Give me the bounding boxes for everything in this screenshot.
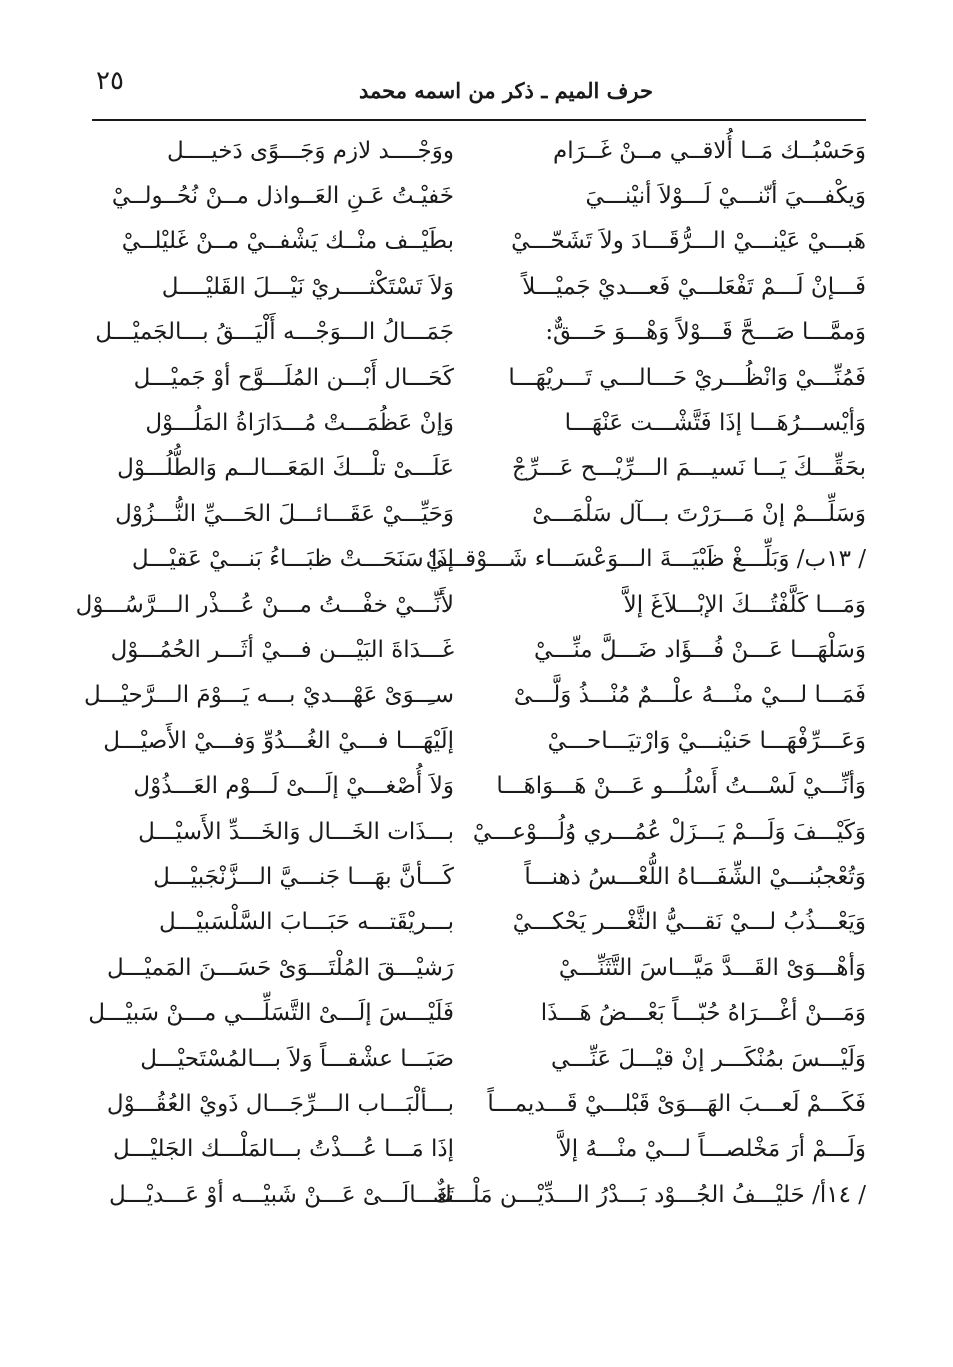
verse-first-hemistich: فَمَـــا لـــيْ منْـــهُ علْـــمٌ مُنْـــذُ وَلَّـــىْ [513,682,866,709]
verse [92,400,866,445]
verse-second-hemistich: بـــألْبَـــاب الـــرِّجَـــال ذَويْ العُقُـــوْل [106,1090,454,1117]
verse [92,173,866,218]
verse [92,1036,866,1081]
verse-second-hemistich: إذَا سَنَحَـــتْ ظبَـــاءُ بَنـــيْ عَقيْـــل [131,546,454,573]
verse [92,537,866,582]
verse-second-hemistich: بـــذَات الخَـــال وَالخَـــدِّ الأَسيْـــل [138,818,454,845]
verse-first-hemistich: / ١٤أ/ حَليْـــفُ الجُـــوْد بَـــدْرُ الـــدِّيْـــن مَلْـــكٌ [433,1181,866,1208]
verse-first-hemistich: وَيكْفـــيَ أنّنـــيْ لَـــوْلاَ أنيْنـــيَ [585,183,866,210]
verse-first-hemistich: فَكَـــمْ لَعـــبَ الهَـــوَىْ قَبْلـــيْ قَـــديمـــاً [487,1090,866,1117]
verse [92,945,866,990]
verse-second-hemistich: بـــريْقَتـــه حَبَـــابَ السَّلْسَبيْـــل [158,909,454,936]
verse-second-hemistich: سـِــوَىْ عَهْـــديْ بـــه يَـــوْمَ الـــرَّحيْـــل [83,682,454,709]
verse-first-hemistich: وَتُعْجبُنـــيْ الشِّفَـــاهُ اللُّعْـــسُ ذهنـــاً [524,863,866,890]
verse-second-hemistich: تَعَـــالَـــىْ عَـــنْ شَبيْـــه أوْ عَـــديْـــل [108,1181,454,1208]
page-number: ٢٥ [96,66,124,96]
verse-first-hemistich: وَيَعْـــذُبُ لـــيْ نَقـــيُّ الثَّغْـــر يَحْكـــيْ [512,909,866,936]
verse-first-hemistich: / ١٣ب/ وَبَلِّـــغْ ظَبْيَـــةَ الـــوَعْسَـــاء شَـــوْقـــيْ [425,546,866,573]
verse [92,128,866,173]
verse-second-hemistich: كَـــأنَّ بهَـــا جَنـــيَّ الـــزَّنْجَبيْـــل [153,863,454,890]
verse-second-hemistich: رَشيْـــقَ المُلْتَـــوَىْ حَسَـــنَ المَميْـــل [106,954,454,981]
verse [92,264,866,309]
verse [92,446,866,491]
verse-first-hemistich: وَمَـــنْ أغْـــرَاهُ حُبّـــاً بَعْـــضُ هَـــذَا [540,1000,866,1027]
verse-second-hemistich: وَإنْ عَظُمَـــتْ مُـــدَارَاةُ المَلُـــوْل [145,410,454,437]
verse-first-hemistich: وَعَـــرِّفْهَـــا حَنيْنـــيْ وَارْتيَـــاحـــيْ [547,727,866,754]
verse-first-hemistich: بحَقِّـــكَ يَـــا نَسيـــمَ الـــرِّيْـــح عَـــرِّجْ [512,455,866,482]
verse [92,1081,866,1126]
verse-first-hemistich: وَكَيْـــفَ وَلَـــمْ يَـــزَلْ عُمُـــري وُلُـــوْعـــيْ [472,818,866,845]
verse-first-hemistich: وَلَـــمْ أرَ مَخْلصـــاً لـــيْ منْـــهُ إلاَّ [558,1136,866,1163]
verse [92,718,866,763]
verse [92,310,866,355]
verse-first-hemistich: وَأيْســـرُهَـــا إذَا فَتَّشْـــت عَنْهَـــا [564,410,866,437]
verse-first-hemistich: وَلَيْـــسَ بمُنْكَـــر إنْ قيْـــلَ عَنِّـــي [551,1045,866,1072]
verse-first-hemistich: هَبـــيْ عَيْنـــيْ الـــرُّقَـــادَ ولاَ تَشَحّـــيْ [511,228,866,255]
verse-second-hemistich: لأَنِّـــيْ خفْـــتُ مـــنْ عُـــذْر الـــرَّسُـــوْل [75,591,454,618]
verse [83,673,866,718]
verse-second-hemistich: فَلَيْـــسَ إلَـــىْ التَّسَلِّـــي مـــنْ سَبيْـــل [88,1000,454,1027]
verse-first-hemistich: وَمَـــا كَلَّفْتُـــكَ الإبْـــلاَغَ إلاَّ [623,591,866,618]
verse-second-hemistich: إلَيْهَـــا فـــيْ الغُـــدُوِّ وَفـــيْ الأَصيْـــل [103,727,454,754]
verse [75,582,866,627]
verse-first-hemistich: وَحَسْبُــك مَــا أُلاقــي مــنْ غَــرَام [553,137,866,164]
verse [92,627,866,672]
running-header: حرف الميم ـ ذكر من اسمه محمد [358,78,653,103]
verse-first-hemistich: فَمُنِّـــيْ وَانْظُـــريْ حَـــالـــي تَـــريْهَـــا [508,364,866,391]
verse-first-hemistich: فَـــإنْ لَـــمْ تَفْعَلـــيْ فَعـــديْ جَميْـــلاً [522,273,866,300]
verse [92,854,866,899]
verse [92,900,866,945]
verse-second-hemistich: كَحَـــال أَبْـــن المُلَـــوَّح أوْ جَميْـــل [133,364,454,391]
verse [92,763,866,808]
verse-second-hemistich: وَحَيِّـــيْ عَقَـــائـــلَ الحَـــيِّ النُّـــزُوْل [115,500,454,527]
verse [92,809,866,854]
verse-second-hemistich: وَلاَ تَسْتَكْثــــريْ نَيْـــلَ القَليْــــل [161,273,454,300]
verse-second-hemistich: صَبَـــا عشْقـــاً وَلاَ بـــالمُسْتَحيْـــل [140,1045,454,1072]
verse-first-hemistich: وَأهْـــوَىْ القَـــدَّ مَيَّـــاسَ التَّثَنِّـــيْ [558,954,866,981]
header-rule [92,119,866,121]
verse-first-hemistich: وَسَلِّـــمْ إنْ مَـــرَرْتَ بـــآل سَلْمَـــىْ [532,500,866,527]
verse [92,1172,866,1217]
verse-second-hemistich: إذَا مَـــا عُـــذْتُ بـــالمَلْـــك الجَليْـــل [112,1136,454,1163]
verse [92,491,866,536]
verse-first-hemistich: وَسَلْهَـــا عَـــنْ فُـــؤَاد ضَـــلَّ منِّـــيْ [533,636,866,663]
verse-second-hemistich: ووَجْــــد لازم وَجَـــوًى دَخيــــل [166,137,454,164]
verse-first-hemistich: وَأنِّـــيْ لَسْـــتُ أَسْلُـــو عَـــنْ هَـــوَاهَـــا [496,773,866,800]
verse-second-hemistich: جَمَـــالُ الـــوَجْـــه أَلْيَـــقُ بـــالجَميْـــل [95,319,454,346]
verse-second-hemistich: بطَيْــف منْــك يَشْفــيْ مــنْ غَليْلــيْ [121,228,454,255]
poem [75,128,866,1217]
verse-second-hemistich: عَلَـــىْ تلْـــكَ المَعَـــالــم وَالطُّلُـــوْل [117,455,454,482]
verse-first-hemistich: وَممَّـــا صَـــحَّ قَـــوْلاً وَهْـــوَ حَـــقٌّ: [545,319,866,346]
verse-second-hemistich: غَـــدَاةَ البَيْـــن فـــيْ أثَـــر الحُمُـــوْل [110,636,454,663]
verse [92,219,866,264]
verse-second-hemistich: وَلاَ أُصْغـــيْ إلَـــىْ لَـــوْم العَـــذُوْل [133,773,454,800]
verse-second-hemistich: خَفيْـتُ عَـنِ العَــواذل مــنْ نُحُــولــيْ [111,183,454,210]
verse [92,1127,866,1172]
verse [92,355,866,400]
verse [88,990,866,1035]
